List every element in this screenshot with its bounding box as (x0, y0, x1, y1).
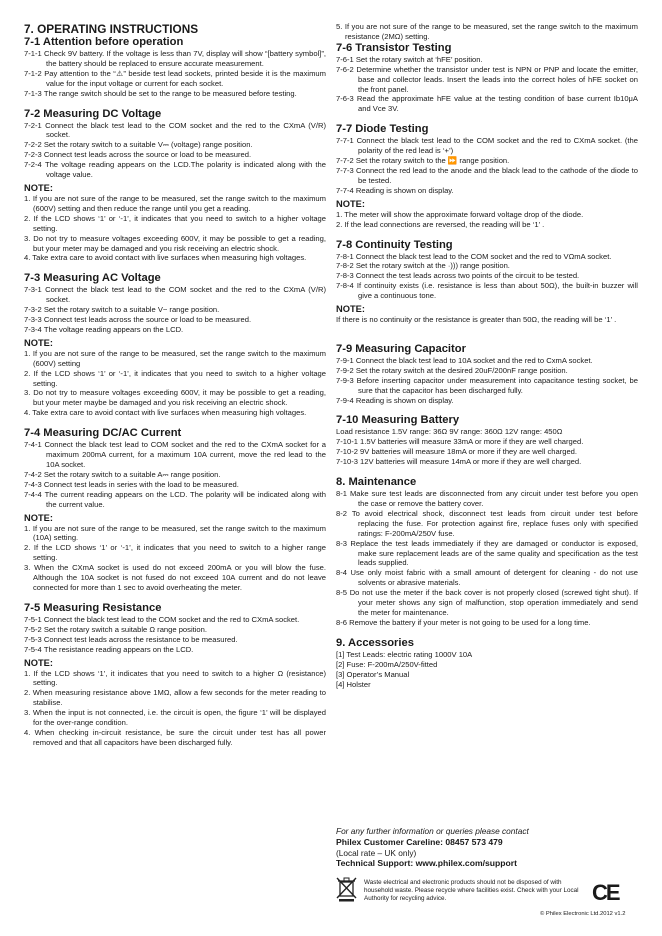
section-heading: 9. Accessories (336, 636, 414, 649)
note-item: 2. When measuring resistance above 1MΩ, allow a few seconds for the meter reading to stabilise. (24, 688, 326, 708)
step-number: 7-5-2 (24, 624, 42, 634)
section-heading: 7-9 Measuring Capacitor (336, 342, 466, 355)
step-text: Do not use the meter if the back cover is not properly closed (screwed tight shut). If your meter shows any sign of malfunction, stop operation immediately and send the meter for maintenance. (349, 588, 638, 617)
instruction-step (336, 281, 638, 301)
section-heading: 7-10 Measuring Battery (336, 414, 460, 427)
step-text: Connect test leads across the resistance to be measured. (43, 634, 238, 644)
text-line: 7-10-2 9V batteries will measure 18mA or more if they are well charged. (336, 447, 578, 457)
instruction-step (336, 356, 638, 366)
step-text: Set the rotary switch at the desired 20uF/200nF range position. (355, 365, 568, 375)
note-item: 1. If you are not sure of the range to be measured, set the range switch to the maximum (600V) setting and then reduce the range until you get a reading. (24, 193, 326, 213)
instruction-step (24, 470, 326, 480)
spacer (336, 405, 638, 414)
step-text: Connect the black test lead to the COM socket and the red to VΩmA socket. (355, 251, 612, 261)
instruction-step (24, 440, 326, 470)
step-text: Set the rotary switch at ‘hFE’ position. (355, 54, 483, 64)
contact-block (336, 826, 638, 869)
step-number: 7-9-1 (336, 355, 354, 365)
step-text: Read the approximate hFE value at the testing condition of base current Ib10μA and Vce 3V. (356, 94, 638, 114)
step-text: Set the rotary switch to a suitable V⎓ (voltage) range position. (43, 140, 253, 150)
step-text: Pay attention to the “⚠” beside test lead sockets, printed beside it is the maximum value for the input voltage or current for each socket. (44, 68, 326, 88)
step-number: 7-4-4 (24, 489, 42, 499)
step-text: Set the rotary switch to the ⏩ range position. (355, 156, 510, 166)
step-number: 7-4-1 (24, 440, 42, 450)
instruction-step (24, 140, 326, 150)
step-text: Replace the test leads immediately if they are damaged or conductor is exposed, make sure replacement leads are of the same quality and specification as the test leads supplied. (350, 538, 638, 568)
section-heading: 7-1 Attention before operation (24, 36, 184, 48)
step-number: 7-6-1 (336, 54, 354, 64)
note-item: 3. Do not try to measure voltages exceeding 600V, it may be possible to get a reading, but your meter may be damaged and you risk receiving an electric shock. (24, 233, 326, 253)
step-number: 7-4-2 (24, 469, 42, 479)
step-number: 7-1-3 (24, 88, 42, 98)
step-number: 8-2 (336, 508, 347, 518)
step-text: Set the rotary switch at the ·))) range position. (355, 261, 510, 271)
instruction-step (24, 615, 326, 625)
step-number: 7-5-4 (24, 644, 42, 654)
contact-careline: Philex Customer Careline: 08457 573 479 (336, 836, 503, 847)
instruction-step (336, 509, 638, 539)
step-text: Make sure test leads are disconnected from any circuit under test before you open the case or remove the battery cover. (349, 489, 638, 508)
step-number: 7-7-4 (336, 185, 354, 195)
text-line: If there is no continuity or the resistance is greater than 50Ω, the reading will be ‘1’ . (336, 315, 617, 325)
step-text: To avoid electrical shock, disconnect test leads from circuit under test before replacing the fuse. For protection against fire, replace fuses only with specified ratings: F-200mA/250V fuse. (351, 508, 638, 538)
instruction-step (336, 539, 638, 569)
instruction-step (24, 49, 326, 69)
instruction-step (24, 89, 326, 99)
step-text: Connect the red lead to the anode and the black lead to the cathode of the diode to be tested. (356, 165, 638, 185)
step-text: The voltage reading appears on the LCD. (43, 324, 184, 334)
note-item: 2. If the LCD shows ‘1’ or ‘-1’, it indicates that you need to switch to a higher voltage setting. (24, 213, 326, 233)
step-number: 7-7-3 (336, 165, 354, 175)
step-number: 7-4-3 (24, 479, 42, 489)
spacer (24, 418, 326, 427)
instruction-step (336, 588, 638, 618)
instruction-step (336, 136, 638, 156)
instruction-step (336, 376, 638, 396)
instruction-step (336, 65, 638, 95)
step-text: Connect test leads across the source or load to be measured. (43, 315, 252, 325)
instruction-step (24, 625, 326, 635)
step-text: The current reading appears on the LCD. The polarity will be indicated along with the current value. (44, 489, 326, 509)
note-label: NOTE: (336, 198, 365, 209)
right-column (336, 22, 638, 689)
step-number: 7-9-4 (336, 395, 354, 405)
instruction-step (24, 635, 326, 645)
instruction-step (336, 156, 638, 166)
note-item: 4. Take extra care to avoid contact with live surfaces when measuring high voltages. (24, 253, 307, 263)
instruction-step (24, 121, 326, 141)
weee-notice: Waste electrical and electronic products should not be disposed of with household waste. Please recycle where facilities exist. Check with your Local Authority for recycling advice. (364, 879, 579, 903)
step-text: Connect the black test lead to the COM socket and the red to CXmA socket. (the polarity of the red lead is ‘+’) (356, 136, 638, 156)
spacer (336, 334, 638, 343)
step-number: 7-2-4 (24, 160, 42, 170)
instruction-step (336, 186, 638, 196)
step-number: 7-2-3 (24, 150, 42, 160)
step-text: Set the rotary switch to a suitable V~ range position. (43, 305, 220, 315)
spacer (336, 325, 638, 334)
step-number: 8-1 (336, 489, 347, 499)
step-number: 7-7-1 (336, 136, 354, 146)
instruction-step (336, 252, 638, 262)
step-text: Connect test leads in series with the load to be measured. (43, 479, 239, 489)
instruction-step (336, 94, 638, 114)
step-number: 7-3-4 (24, 324, 42, 334)
step-text: Before inserting capacitor under measurement into capacitance testing socket, be sure that the capacitor has been discharged fully. (356, 375, 638, 395)
contact-intro: For any further information or queries please contact (336, 826, 529, 836)
text-line: [3] Operator’s Manual (336, 669, 410, 679)
step-number: 7-7-2 (336, 156, 354, 166)
note-label: NOTE: (336, 304, 365, 315)
step-number: 8-4 (336, 568, 347, 578)
step-text: Set the rotary switch a suitable Ω range position. (43, 624, 207, 634)
text-line: Load resistance 1.5V range: 36Ω 9V range: 360Ω 12V range: 450Ω (336, 427, 563, 437)
step-number: 7-6-2 (336, 64, 354, 74)
step-number: 7-1-1 (24, 49, 42, 58)
section-heading: 7. OPERATING INSTRUCTIONS (24, 22, 199, 36)
step-text: The voltage reading appears on the LCD.The polarity is indicated along with the voltage value. (44, 160, 326, 180)
step-text: Connect the black test lead to the COM socket and the red to the CXmA (V/R) socket. (45, 285, 326, 305)
text-line: [1] Test Leads: electric rating 1000V 10A (336, 649, 473, 659)
spacer (336, 467, 638, 476)
step-number: 7-5-3 (24, 634, 42, 644)
text-line: [4] Holster (336, 679, 371, 689)
weee-bin-icon (336, 876, 358, 902)
instruction-step (336, 271, 638, 281)
note-item: 3. Do not try to measure voltages exceeding 600V, it may be possible to get a reading, but your meter maybe be damaged and you risk receiving an electric shock. (24, 388, 326, 408)
section-heading: 7-2 Measuring DC Voltage (24, 107, 162, 120)
step-number: 8-3 (336, 538, 347, 548)
section-heading: 7-3 Measuring AC Voltage (24, 272, 161, 285)
step-text: Set the rotary switch to a suitable A⎓ range position. (43, 469, 221, 479)
instruction-step (24, 69, 326, 89)
step-number: 7-5-1 (24, 614, 42, 624)
note-label: NOTE: (24, 512, 53, 523)
step-number: 7-8-3 (336, 271, 354, 281)
step-number: 7-6-3 (336, 94, 354, 104)
step-text: Connect the black test lead to the COM socket and the red to the CXmA (V/R) socket. (45, 120, 326, 140)
instruction-step (336, 618, 638, 628)
instruction-step (24, 305, 326, 315)
step-text: Reading is shown on display. (355, 185, 454, 195)
note-item: 2. If the LCD shows ‘1’ or ‘-1’, it indicates that you need to switch to a higher range setting. (24, 543, 326, 563)
instruction-step (336, 55, 638, 65)
section-heading: 7-5 Measuring Resistance (24, 601, 162, 614)
spacer (24, 593, 326, 602)
step-number: 7-1-2 (24, 68, 42, 78)
step-text: If continuity exists (i.e. resistance is less than about 50Ω), the built-in buzzer will give a continuous tone. (356, 281, 638, 301)
instruction-step (336, 396, 638, 406)
instruction-step (24, 150, 326, 160)
text-line: 2. If the lead connections are reversed, the reading will be ‘1’ . (336, 219, 545, 229)
instruction-step (336, 261, 638, 271)
step-text: Check 9V battery. If the voltage is less than 7V, display will show “[battery symbol]”, the battery should be replaced to ensure accurate measurement. (44, 49, 326, 68)
copyright: © Philex Electronic Ltd.2012 v1.2 (540, 911, 626, 917)
step-number: 7-3-2 (24, 305, 42, 315)
instruction-step (24, 315, 326, 325)
section-heading: 8. Maintenance (336, 476, 417, 489)
instruction-step (336, 166, 638, 186)
section-heading: 7-6 Transistor Testing (336, 41, 452, 54)
note-item: 5. If you are not sure of the range to be measured, set the range switch to the maximum resistance (2MΩ) setting. (336, 22, 638, 41)
left-column (24, 22, 326, 748)
text-line: 7-10-3 12V batteries will measure 14mA or more if they are well charged. (336, 457, 582, 467)
instruction-step (336, 568, 638, 588)
step-text: Reading is shown on display. (355, 395, 454, 405)
step-text: Connect the black test lead to 10A socket and the red to CxmA socket. (355, 355, 593, 365)
spacer (24, 263, 326, 272)
step-number: 7-9-3 (336, 375, 354, 385)
step-number: 7-3-1 (24, 285, 42, 295)
footer (336, 876, 638, 920)
note-item: 1. If you are not sure of the range to be measured, set the range switch to the maximum (600V) setting (24, 348, 326, 368)
step-number: 7-9-2 (336, 365, 354, 375)
section-heading: 7-4 Measuring DC/AC Current (24, 427, 182, 440)
ce-mark: CE (592, 880, 619, 905)
step-number: 7-2-1 (24, 120, 42, 130)
step-text: Connect test leads across the source or load to be measured. (43, 150, 252, 160)
note-item: 1. If you are not sure of the range to be measured, set the range switch to the maximum (10A) setting. (24, 523, 326, 543)
note-item: 1. If the LCD shows ‘1’, it indicates that you need to switch to a higher Ω (resistance) setting. (24, 668, 326, 688)
note-label: NOTE: (24, 337, 53, 348)
note-item: 4. When checking in-circuit resistance, be sure the circuit under test has all power removed and that all capacitors have been discharged fully. (24, 727, 326, 747)
instruction-step (24, 490, 326, 510)
section-heading: 7-7 Diode Testing (336, 123, 429, 136)
step-text: Determine whether the transistor under test is NPN or PNP and locate the emitter, base and collector leads. Insert the leads into the correct holes of hFE socket on the front panel. (356, 64, 638, 94)
step-number: 7-8-2 (336, 261, 354, 271)
section-heading: 7-8 Continuity Testing (336, 238, 453, 251)
note-label: NOTE: (24, 182, 53, 193)
step-text: The resistance reading appears on the LCD. (43, 644, 194, 654)
note-label: NOTE: (24, 657, 53, 668)
step-text: Use only moist fabric with a small amount of detergent for cleaning - do not use solvents or abrasive materials. (350, 568, 638, 588)
step-text: Connect the black test lead to the COM socket and the red to CXmA socket. (43, 614, 300, 624)
step-number: 8-5 (336, 588, 347, 598)
step-text: Remove the battery if your meter is not going to be used for a long time. (349, 617, 591, 627)
spacer (336, 628, 638, 637)
instruction-step (24, 645, 326, 655)
step-text: The range switch should be set to the range to be measured before testing. (43, 88, 297, 98)
contact-rate: (Local rate – UK only) (336, 847, 417, 858)
text-line: [2] Fuse: F-200mA/250V-fitted (336, 659, 438, 669)
instruction-step (336, 489, 638, 509)
note-item: 2. If the LCD shows ‘1’ or ‘-1’, it indicates that you need to switch to a higher voltage setting. (24, 368, 326, 388)
step-number: 7-2-2 (24, 140, 42, 150)
step-number: 7-3-3 (24, 315, 42, 325)
step-number: 7-8-1 (336, 251, 354, 261)
spacer (24, 99, 326, 108)
spacer (336, 114, 638, 123)
instruction-step (24, 285, 326, 305)
instruction-step (336, 366, 638, 376)
contact-support: Technical Support: www.philex.com/support (336, 858, 517, 869)
step-number: 8-6 (336, 617, 347, 627)
note-item: 3. When the CXmA socket is used do not exceed 200mA or you will blow the fuse. Although the 10A socket is not fused do not exceed 10A current and do not leave connected for more than 1 sec to avoid overheating the meter. (24, 563, 326, 592)
instruction-step (24, 160, 326, 180)
instruction-step (24, 480, 326, 490)
spacer (336, 230, 638, 239)
step-number: 7-8-4 (336, 281, 354, 291)
note-item: 3. When the input is not connected, i.e. the circuit is open, the figure ‘1’ will be displayed for the over-range condition. (24, 708, 326, 728)
note-item: 4. Take extra care to avoid contact with live surfaces when measuring high voltages. (24, 408, 307, 418)
step-text: Connect the test leads across two points of the circuit to be tested. (355, 271, 580, 281)
text-line: 1. The meter will show the approximate forward voltage drop of the diode. (336, 209, 584, 219)
instruction-step (24, 325, 326, 335)
step-text: Connect the black test lead to COM socket and the red to the CXmA socket for a maximum 200mA current, for a maximum 10A current, move the red lead to the 10A socket. (44, 440, 326, 469)
text-line: 7-10-1 1.5V batteries will measure 33mA or more if they are well charged. (336, 437, 584, 447)
